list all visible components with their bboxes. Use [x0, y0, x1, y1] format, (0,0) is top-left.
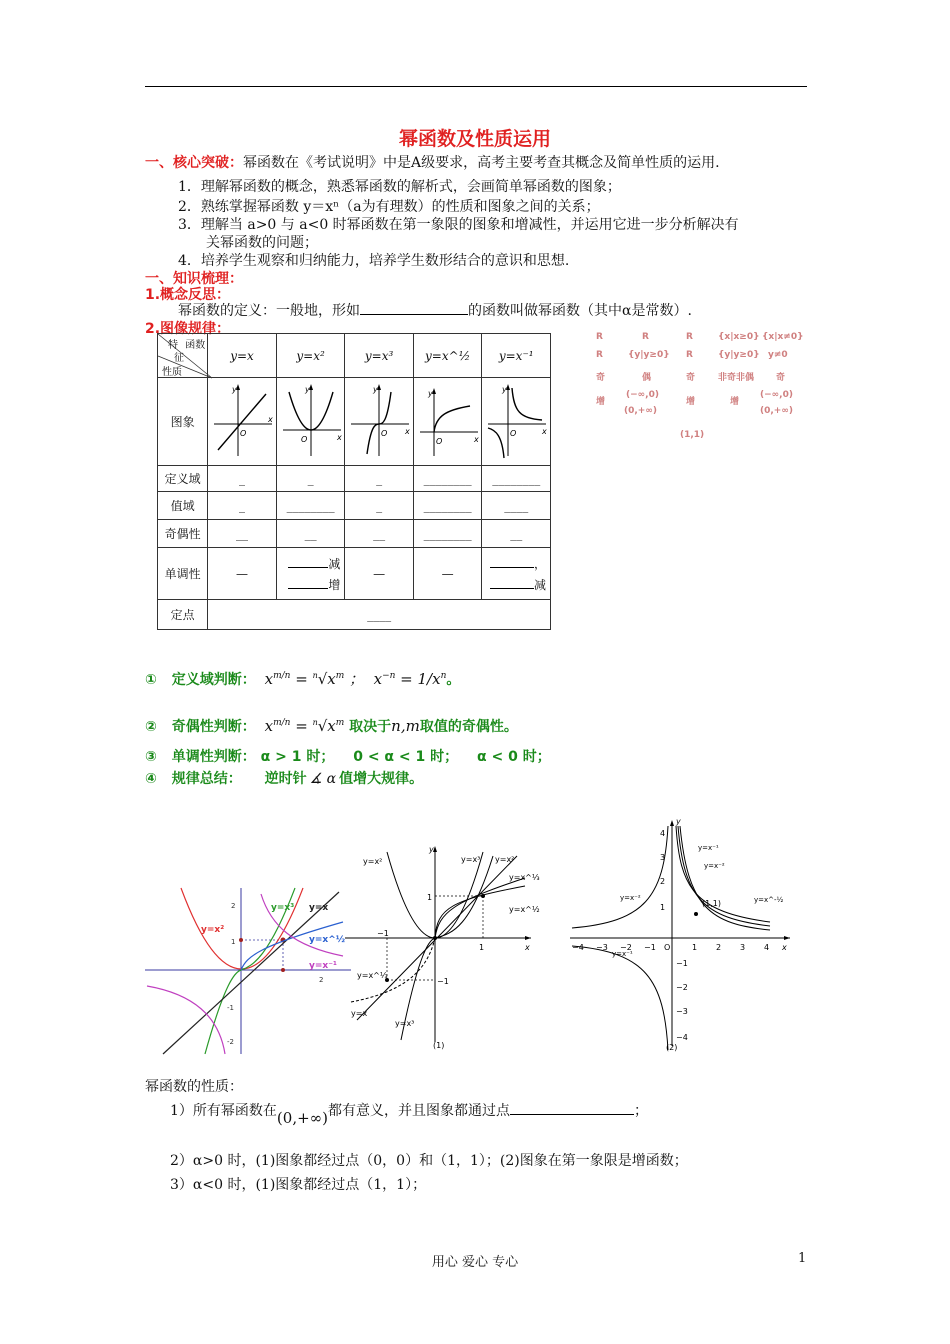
properties-heading: 幂函数的性质：	[145, 1079, 243, 1095]
rule-2-formula: $x^{m/n} = ^n√x^m$	[264, 717, 345, 735]
note-r4-1: 增	[596, 397, 606, 407]
property-1-blank	[510, 1100, 634, 1115]
svg-text:1: 1	[427, 893, 433, 902]
g1-label-xhalf: y=x^½	[309, 935, 346, 945]
rule-3-label: 单调性判断：	[171, 749, 256, 765]
svg-text:1: 1	[660, 903, 666, 912]
rule-3	[145, 746, 551, 766]
concept-text-a: 幂函数的定义：一般地，形如	[178, 303, 360, 319]
rule-1	[145, 668, 460, 689]
table-corner	[158, 334, 208, 378]
corner-prop: 性质	[162, 367, 182, 378]
svg-text:−4: −4	[572, 943, 584, 952]
cell-parity-2: __	[276, 520, 345, 548]
rule-2-nm: n,m	[391, 717, 420, 735]
note-r1-1: R	[596, 332, 603, 342]
concept-text-b: 的函数叫做幂函数（其中α是常数）.	[468, 303, 692, 319]
section1-text: 幂函数在《考试说明》中是A级要求，高考主要考查其概念及简单性质的运用.	[243, 155, 720, 171]
row-label-domain: 定义域	[158, 466, 208, 492]
graph-heading: 2.图像规律：	[145, 321, 231, 337]
svg-text:2: 2	[660, 877, 666, 886]
svg-text:−1: −1	[676, 959, 688, 968]
svg-text:O: O	[664, 943, 671, 952]
mini-graph-yxinv	[484, 380, 548, 460]
header-rule	[145, 86, 807, 87]
row-label-parity: 奇偶性	[158, 520, 208, 548]
property-1-c: 都有意义，并且图象都通过点	[328, 1103, 511, 1119]
svg-text:2: 2	[716, 943, 722, 952]
note-r4-2: (−∞,0)	[626, 390, 659, 400]
rule-4	[145, 768, 423, 788]
cell-parity-1: __	[208, 520, 277, 548]
mono-blank-d	[490, 574, 534, 589]
cell-parity-5: __	[482, 520, 551, 548]
svg-text:O: O	[435, 437, 442, 446]
mono-x2-dec: 减	[328, 556, 341, 571]
g1-label-xinv: y=x⁻¹	[309, 961, 337, 971]
svg-text:O: O	[300, 435, 307, 444]
rule-3-num: ③	[145, 749, 157, 765]
property-2: 2）α>0 时，(1)图象都经过点（0，0）和（1，1）；(2)图象在第一象限是增函数；	[170, 1153, 688, 1169]
corner-func: 函数	[185, 340, 206, 351]
g3-label-3: y=x⁻²	[620, 894, 641, 902]
svg-text:y: y	[429, 845, 434, 854]
g1-label-x2: y=x²	[201, 925, 225, 935]
svg-text:x: x	[268, 415, 273, 424]
row-parity	[158, 520, 551, 548]
svg-text:O: O	[510, 429, 517, 438]
cell-mono-1: —	[208, 548, 277, 600]
svg-text:−4: −4	[676, 1033, 688, 1042]
mono-xinv-a: ，	[533, 556, 546, 571]
property-1-interval: (0,+∞)	[276, 1109, 329, 1127]
cell-fixed: ____	[208, 600, 551, 630]
g2-label-8: y=x^⅓	[357, 971, 388, 980]
cell-domain-2: _	[276, 466, 345, 492]
svg-text:1: 1	[479, 943, 485, 952]
svg-text:2: 2	[319, 976, 324, 984]
mono-blank-c	[490, 553, 534, 568]
concept-blank	[360, 300, 468, 315]
note-r1-2: R	[642, 332, 649, 342]
section2-heading: 一、知识梳理：	[145, 271, 243, 287]
note-r1-5: {x|x≠0}	[762, 332, 804, 342]
note-r4-3: 增	[686, 397, 696, 407]
row-domain	[158, 466, 551, 492]
rule-2-tail2: 取值的奇偶性。	[419, 719, 518, 735]
rule-4-text: 逆时针	[264, 771, 307, 787]
svg-text:1: 1	[231, 938, 236, 946]
svg-text:−3: −3	[676, 1007, 688, 1016]
g3-label-point: (1,1)	[702, 899, 721, 908]
mono-blank-b	[288, 574, 328, 589]
graph-cell-yxhalf	[413, 378, 482, 466]
g3-caption: (2)	[666, 1043, 678, 1052]
g3-label-1: y=x⁻¹	[698, 844, 719, 852]
cell-range-1: _	[208, 492, 277, 520]
svg-text:y: y	[232, 385, 237, 394]
item-2: 2．熟练掌握幂函数 y＝xⁿ（a为有理数）的性质和图象之间的关系；	[178, 199, 600, 215]
cell-domain-5: ________	[482, 466, 551, 492]
rule-3-b: 0 < α < 1 时；	[353, 749, 459, 765]
rule-2-num: ②	[145, 719, 157, 735]
note-r3-5: 奇	[776, 373, 786, 383]
cell-parity-3: __	[345, 520, 414, 548]
svg-text:3: 3	[660, 853, 666, 862]
svg-text:x: x	[542, 427, 547, 436]
cell-mono-4: —	[413, 548, 482, 600]
g2-label-1: y=x²	[363, 857, 383, 866]
item-3-cont: 关幂函数的问题；	[206, 235, 318, 251]
mini-graph-yx3	[347, 380, 411, 460]
property-1	[170, 1100, 649, 1127]
section1-heading: 一、核心突破：	[145, 155, 243, 171]
cell-domain-3: _	[345, 466, 414, 492]
row-range	[158, 492, 551, 520]
corner-feat2: 征	[174, 353, 184, 364]
svg-text:−1: −1	[644, 943, 656, 952]
g3-label-5: y=x⁻¹	[612, 950, 633, 958]
svg-text:y: y	[676, 817, 681, 826]
row-fixed-point	[158, 600, 551, 630]
svg-text:y: y	[304, 385, 310, 394]
mini-graph-yx2	[279, 380, 343, 460]
g1-label-x3: y=x³	[271, 903, 295, 913]
svg-text:x: x	[405, 427, 410, 436]
property-3: 3）α<0 时，(1)图象都经过点（1，1）；	[170, 1177, 427, 1193]
section1-line	[145, 152, 720, 172]
graph-cell-yx2	[276, 378, 345, 466]
cell-parity-4: ________	[413, 520, 482, 548]
g1-label-x: y=x	[309, 903, 329, 913]
row-label-monotonic: 单调性	[158, 548, 208, 600]
note-r3-3: 奇	[686, 373, 696, 383]
mini-graph-yxhalf	[416, 380, 480, 460]
g3-label-4: y=x^-½	[754, 896, 784, 904]
cell-range-4: ________	[413, 492, 482, 520]
rule-1-num: ①	[145, 672, 157, 688]
page-title: 幂函数及性质运用	[398, 128, 551, 150]
rule-2	[145, 716, 518, 736]
graph-cell-yxinv	[482, 378, 551, 466]
g2-label-2: y=x³	[461, 855, 481, 864]
rule-2-tail: 取决于	[349, 719, 392, 735]
func-yxinv: y=x⁻¹	[482, 334, 551, 378]
mini-graph-yx	[210, 380, 274, 460]
rule-3-c: α < 0 时；	[477, 749, 551, 765]
note-r4-5: (−∞,0)	[760, 390, 793, 400]
cell-mono-2	[276, 548, 345, 600]
rule-4-tail: 值增大规律。	[339, 771, 424, 787]
item-4: 4．培养学生观察和归纳能力，培养学生数形结合的意识和思想.	[178, 253, 570, 269]
svg-text:−2: −2	[620, 943, 632, 952]
note-r5-2: (0,+∞)	[760, 406, 793, 416]
angle-icon: ∡ α	[309, 771, 337, 787]
note-r2-3: R	[686, 350, 693, 360]
graph-cell-yx3	[345, 378, 414, 466]
mono-x2-inc: 增	[328, 577, 341, 592]
note-r2-1: R	[596, 350, 603, 360]
cell-range-2: ________	[276, 492, 345, 520]
row-graph	[158, 378, 551, 466]
note-r3-1: 奇	[596, 373, 606, 383]
func-yx3: y=x³	[345, 334, 414, 378]
cell-range-3: _	[345, 492, 414, 520]
note-r3-4: 非奇非偶	[718, 373, 755, 383]
cell-domain-4: ________	[413, 466, 482, 492]
note-r1-3: R	[686, 332, 693, 342]
svg-text:-1: -1	[227, 1004, 234, 1012]
graph-cell-yx	[208, 378, 277, 466]
row-label-range: 值域	[158, 492, 208, 520]
rule-4-label: 规律总结：	[171, 771, 242, 787]
note-r1-4: {x|x≥0}	[718, 332, 760, 342]
graph-positive-powers	[343, 842, 540, 1052]
cell-range-5: ____	[482, 492, 551, 520]
svg-text:4: 4	[764, 943, 770, 952]
g2-label-3: y=x²	[495, 855, 515, 864]
func-yx2: y=x²	[276, 334, 345, 378]
g2-label-5: y=x^½	[509, 905, 540, 914]
note-r2-5: y≠0	[768, 350, 788, 360]
footer-text: 用心 爱心 专心	[431, 1255, 519, 1270]
svg-text:y: y	[373, 385, 378, 394]
property-1-a: 1）所有幂函数在	[170, 1103, 277, 1119]
svg-text:O: O	[240, 429, 247, 438]
corner-feat: 特	[168, 340, 178, 351]
g2-caption: (1)	[433, 1041, 445, 1050]
power-function-table	[157, 333, 551, 630]
svg-text:−1: −1	[437, 977, 449, 986]
row-label-fixed: 定点	[158, 600, 208, 630]
note-r3-2: 偶	[642, 373, 652, 383]
g3-label-2: y=x⁻²	[704, 862, 725, 870]
svg-text:3: 3	[740, 943, 746, 952]
svg-text:y: y	[427, 389, 433, 398]
svg-text:x: x	[782, 943, 787, 952]
svg-text:y: y	[502, 385, 507, 394]
property-1-d: ；	[634, 1103, 649, 1119]
row-label-graph: 图象	[158, 378, 208, 466]
note-r2-2: {y|y≥0}	[628, 350, 670, 360]
rule-1-formula: $x^{m/n} = ^n√x^m$ ； $x^{-n} = 1/x^n$	[264, 670, 447, 688]
g2-label-6: y=x	[351, 1009, 368, 1018]
svg-text:−3: −3	[596, 943, 608, 952]
mono-blank-a	[288, 553, 328, 568]
item-3: 3．理解当 a>0 与 a<0 时幂函数在第一象限的图象和增减性，并运用它进一步分析解决有	[178, 217, 739, 233]
svg-text:O: O	[381, 429, 388, 438]
concept-heading: 1.概念反思：	[145, 287, 231, 303]
func-yx: y=x	[208, 334, 277, 378]
item-1: 1．理解幂函数的概念，熟悉幂函数的解析式，会画简单幂函数的图象；	[178, 179, 621, 195]
rule-1-tail: 。	[446, 672, 461, 688]
note-r4-4: 增	[730, 397, 740, 407]
rule-4-num: ④	[145, 771, 157, 787]
page-number: 1	[798, 1251, 807, 1266]
g2-label-4: y=x^⅓	[509, 873, 540, 882]
svg-text:x: x	[525, 943, 530, 952]
svg-text:−2: −2	[676, 983, 688, 992]
svg-text:-2: -2	[227, 1038, 234, 1046]
svg-text:−1: −1	[377, 929, 389, 938]
note-r2-4: {y|y≥0}	[718, 350, 760, 360]
svg-text:2: 2	[231, 902, 236, 910]
concept-line	[178, 300, 692, 320]
table-header-row	[158, 334, 551, 378]
note-r6: (1,1)	[680, 430, 705, 440]
rule-1-label: 定义域判断：	[171, 672, 256, 688]
cell-mono-5	[482, 548, 551, 600]
row-monotonic	[158, 548, 551, 600]
svg-text:4: 4	[660, 829, 666, 838]
graph-negative-powers	[564, 818, 796, 1054]
cell-mono-3: —	[345, 548, 414, 600]
note-r5-1: (0,+∞)	[624, 406, 657, 416]
rule-3-a: α > 1 时；	[260, 749, 335, 765]
svg-text:1: 1	[692, 943, 698, 952]
svg-text:x: x	[336, 433, 342, 442]
func-yxhalf: y=x^½	[413, 334, 482, 378]
mono-xinv-dec: 减	[533, 577, 546, 592]
cell-domain-1: _	[208, 466, 277, 492]
graph-colored	[143, 886, 353, 1056]
svg-text:x: x	[473, 435, 479, 444]
rule-2-label: 奇偶性判断：	[171, 719, 256, 735]
g2-label-7: y=x³	[395, 1019, 415, 1028]
